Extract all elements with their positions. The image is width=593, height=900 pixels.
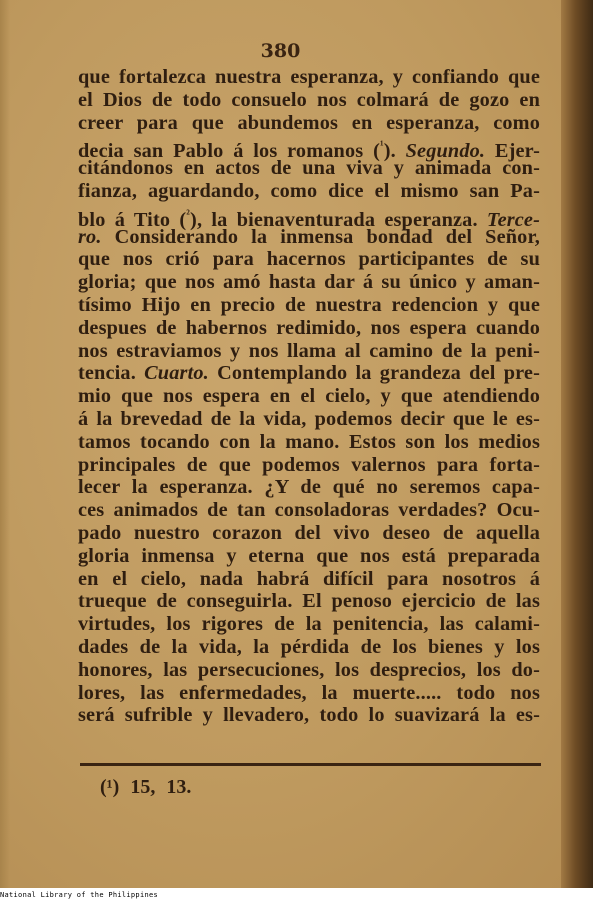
text-line: [78, 317, 540, 340]
text-segment: ).: [383, 140, 406, 163]
text-segment: tísimo Hijo en precio de nuestra redencion y que: [78, 293, 540, 316]
text-segment: decia san Pablo á los romanos (: [78, 140, 380, 163]
text-segment: Considerando la inmensa bondad del Señor,: [101, 225, 540, 248]
text-segment: mio que nos espera en el cielo, y que atendiendo: [78, 385, 540, 408]
text-line: [78, 89, 540, 112]
italic-term: Cuarto.: [144, 362, 209, 385]
text-segment: tamos tocando con la mano. Estos son los medios: [78, 430, 540, 453]
text-line: [78, 522, 540, 545]
text-segment: virtudes, los rigores de la penitencia, las calami-: [78, 613, 540, 636]
book-spine-shadow: [561, 0, 593, 888]
italic-term: Terce-: [486, 208, 540, 231]
text-line: [78, 248, 540, 271]
italic-term: Segundo.: [405, 140, 486, 163]
page-number: 380: [260, 40, 301, 62]
text-segment: creer para que abundemos en esperanza, como: [78, 111, 540, 134]
text-line: [78, 66, 540, 89]
footnote-marker: ²: [186, 206, 191, 221]
text-segment: nos estraviamos y nos llama al camino de la peni-: [78, 339, 540, 362]
text-line: [78, 613, 540, 636]
text-line: [78, 112, 540, 135]
text-segment: tencia.: [78, 362, 145, 385]
text-segment: lecer la esperanza. ¿Y de qué no seremos capa-: [78, 476, 540, 499]
text-segment: honores, las persecuciones, los desprecios, los do-: [78, 658, 540, 681]
footnote-rule: [80, 763, 541, 766]
text-line: [78, 362, 540, 385]
footnote-marker: ¹: [379, 138, 384, 153]
text-segment: pado nuestro corazon del vivo deseo de aquella: [78, 521, 540, 544]
text-line: [78, 340, 540, 363]
text-segment: gloria; que nos amó hasta dar á su único y aman-: [78, 271, 540, 294]
library-label: National Library of the Philippines: [0, 891, 159, 899]
text-segment: gloria inmensa y eterna que nos está preparada: [78, 544, 540, 567]
text-segment: á la brevedad de la vida, podemos decir que le es-: [78, 407, 540, 430]
text-line: [78, 590, 540, 613]
text-line: [78, 636, 540, 659]
text-segment: fianza, aguardando, como dice el mismo san Pa-: [78, 179, 540, 202]
text-segment: lores, las enfermedades, la muerte..... todo nos: [78, 681, 540, 704]
text-segment: blo á Tito (: [78, 208, 187, 231]
text-line: [78, 431, 540, 454]
text-line: [78, 682, 540, 705]
text-line: [78, 385, 540, 408]
text-line: [78, 203, 540, 231]
footnote: (¹) 15, 13.: [100, 776, 192, 798]
text-line: [78, 180, 540, 203]
text-line: [78, 499, 540, 522]
text-line: [78, 157, 540, 180]
body-text: [78, 66, 540, 727]
text-segment: dades de la vida, la pérdida de los bienes y los: [78, 635, 540, 658]
text-segment: Ejer-: [485, 140, 540, 163]
text-segment: despues de habernos redimido, nos espera cuando: [78, 316, 540, 339]
text-segment: en el cielo, nada habrá difícil para nosotros á: [78, 567, 540, 590]
text-line: [78, 545, 540, 568]
text-segment: que nos crió para hacernos participantes de su: [78, 248, 540, 271]
text-line: [78, 476, 540, 499]
text-segment: ), la bienaventurada esperanza.: [190, 208, 487, 231]
text-line: [78, 226, 540, 249]
text-line: [78, 704, 540, 727]
text-line: [78, 408, 540, 431]
text-segment: que fortalezca nuestra esperanza, y confiando que: [78, 66, 540, 88]
text-segment: será sufrible y llevadero, todo lo suavizará la es-: [78, 704, 540, 727]
text-segment: el Dios de todo consuelo nos colmará de gozo en: [78, 88, 540, 111]
text-line: [78, 659, 540, 682]
text-line: [78, 134, 540, 163]
text-line: [78, 271, 540, 294]
text-line: [78, 568, 540, 591]
page-left-edge: [0, 0, 10, 888]
text-segment: citándonos en actos de una viva y animada con-: [78, 157, 540, 180]
text-segment: ces animados de tan consoladoras verdades? Ocu-: [78, 499, 540, 522]
text-segment: Contemplando la grandeza del pre-: [208, 362, 540, 385]
text-segment: principales de que podemos valernos para forta-: [78, 453, 540, 476]
text-line: [78, 294, 540, 317]
italic-term: ro.: [78, 225, 102, 248]
text-segment: trueque de conseguirla. El penoso ejercicio de las: [78, 590, 540, 613]
text-line: [78, 454, 540, 477]
